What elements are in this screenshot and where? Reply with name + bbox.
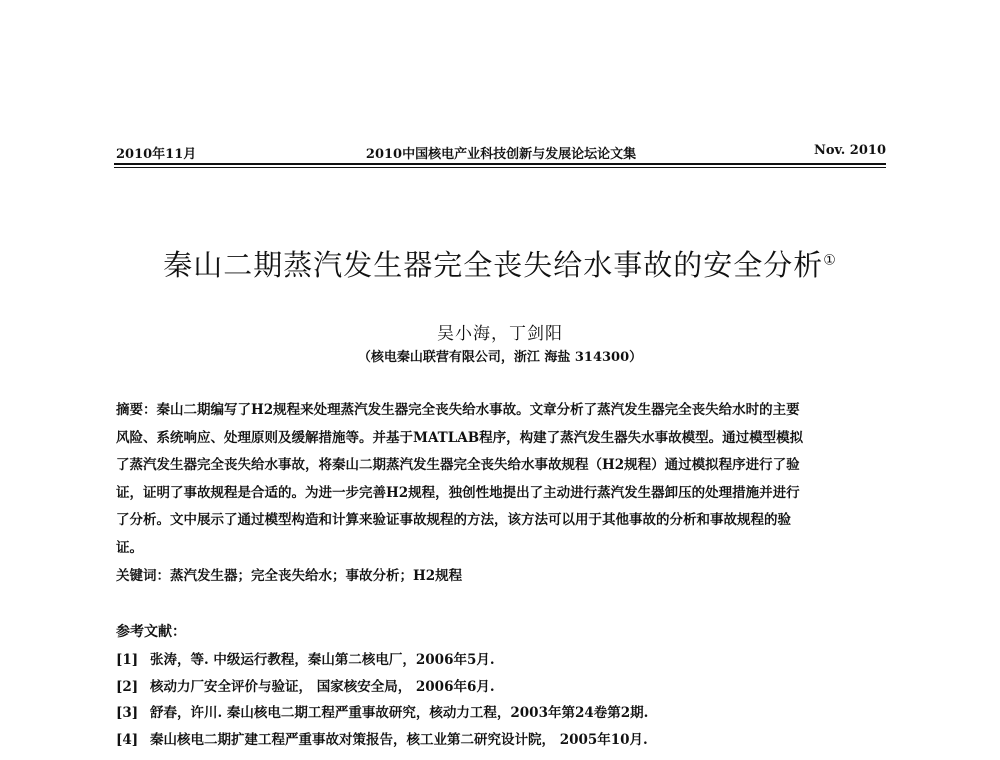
abstract-line: 风险、系统响应、处理原则及缓解措施等。并基于MATLAB程序，构建了蒸汽发生器失水事故模型。通过模型模拟 [116, 429, 804, 446]
abstract-line: 了分析。文中展示了通过模型构造和计算来验证事故规程的方法，该方法可以用于其他事故的分析和事故规程的验 [116, 512, 791, 528]
header-center: 2010中国核电产业科技创新与发展论坛论文集 [365, 147, 637, 162]
paper-title-text: 秦山二期蒸汽发生器完全丧失给水事故的安全分析 [163, 248, 824, 282]
reference-number: [1] [116, 652, 139, 668]
title-footnote-marker: ① [823, 252, 837, 269]
reference-item [116, 727, 896, 754]
abstract [116, 397, 886, 562]
abstract-line: 了蒸汽发生器完全丧失给水事故，将秦山二期蒸汽发生器完全丧失给水事故规程（H2规程）通过模拟程序进行了验 [116, 457, 800, 473]
references-list [116, 647, 896, 753]
header-date: 2010年11月 [116, 147, 197, 162]
abstract-line: 摘要：秦山二期编写了H2规程来处理蒸汽发生器完全丧失给水事故。文章分析了蒸汽发生器完全丧失给水时的主要 [116, 402, 800, 418]
abstract-line: 证。 [116, 539, 143, 556]
reference-item [116, 700, 896, 727]
reference-number: [4] [116, 731, 139, 748]
reference-text: 张涛，等. 中级运行教程，秦山第二核电厂，2006年5月. [150, 652, 495, 668]
reference-number: [3] [116, 705, 139, 721]
header-rule-thin [114, 167, 886, 168]
keywords: 关键词：蒸汽发生器；完全丧失给水；事故分析；H2规程 [116, 568, 463, 584]
reference-item [116, 674, 896, 701]
abstract-line: 证，证明了事故规程是合适的。为进一步完善H2规程，独创性地提出了主动进行蒸汽发生器卸压的处理措施并进行 [116, 484, 800, 501]
paper-affiliation: （核电秦山联营有限公司，浙江 海盐 314300） [357, 350, 643, 365]
reference-number: [2] [116, 678, 139, 695]
header-date-en: Nov. 2010 [813, 143, 886, 158]
reference-text: 核动力厂安全评价与验证， 国家核安全局， 2006年6月. [150, 678, 495, 695]
references-heading: 参考文献： [116, 624, 186, 640]
paper-authors: 吴小海，丁剑阳 [437, 324, 563, 344]
header-rule [114, 163, 886, 165]
paper-title [0, 243, 1000, 284]
reference-text: 秦山核电二期扩建工程严重事故对策报告，核工业第二研究设计院， 2005年10月. [150, 731, 648, 748]
running-header [116, 143, 886, 163]
reference-text: 舒春，许川. 秦山核电二期工程严重事故研究，核动力工程，2003年第24卷第2期. [150, 705, 649, 721]
reference-item [116, 647, 896, 674]
